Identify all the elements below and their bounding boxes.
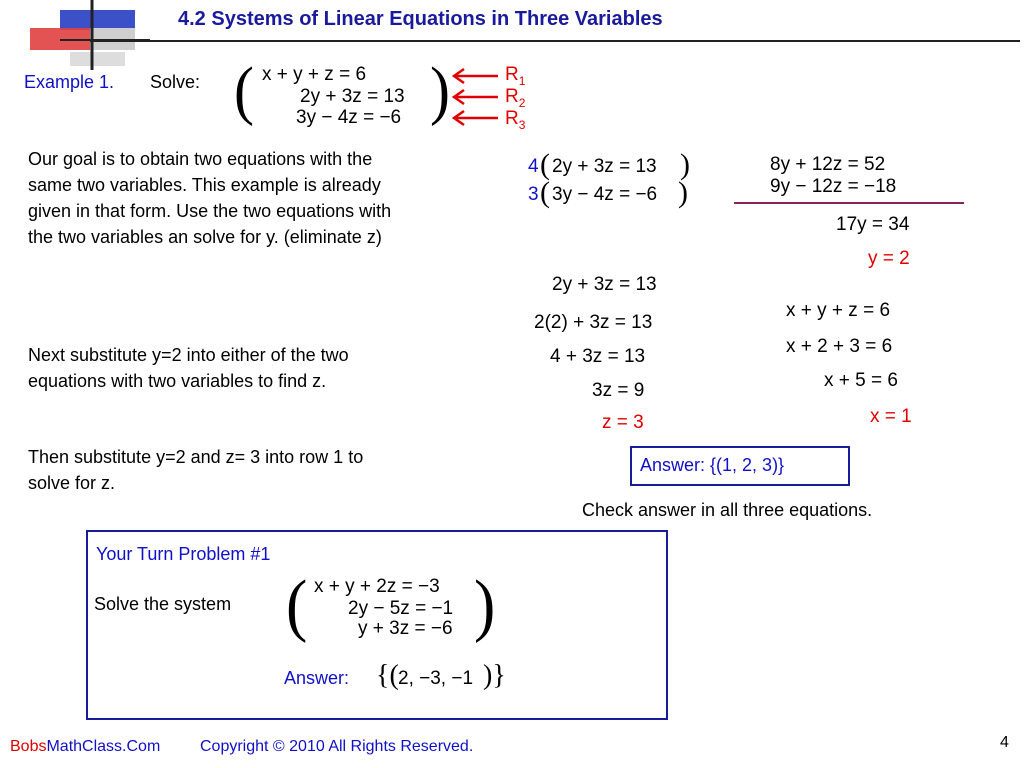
title-rule (90, 40, 1020, 42)
row-label-3: $R_3$ (505, 108, 526, 132)
brace-close: )} (483, 660, 506, 691)
solve-label: Solve: (150, 72, 201, 92)
turn-answer-value: 2, −3, −1 (398, 668, 474, 689)
goal-text: Our goal is to obtain two equations with the same two variables. This example is already given in that form. Use the two equations with the two variables an solve for y. (eliminate z) (28, 149, 392, 247)
z-step-3: 4 + 3z = 13 (550, 346, 646, 367)
footer-copyright: Copyright © 2010 All Rights Reserved. (200, 738, 474, 755)
paren-open-2: ( (540, 176, 550, 209)
elim-sum: 17y = 34 (836, 214, 910, 235)
paren-open-1: ( (540, 148, 550, 181)
multiplier-2: 3 (528, 184, 539, 205)
check-text: Check answer in all three equations. (582, 500, 873, 520)
slide-title: 4.2 Systems of Linear Equations in Three Variables (178, 8, 663, 30)
elim-eq-2: 3y − 4z = −6 (552, 184, 658, 205)
paren-close-1: ) (680, 148, 690, 181)
elim-eq-1: 2y + 3z = 13 (552, 156, 657, 177)
x-step-3: x + 5 = 6 (824, 370, 898, 391)
turn-answer-label: Answer: (284, 668, 350, 688)
row-label-1: $R_1$ (505, 64, 526, 88)
z-step-2: 2(2) + 3z = 13 (534, 312, 653, 333)
system-row-2: 2y + 3z = 13 (300, 86, 405, 107)
turn-row-1: x + y + 2z = −3 (314, 576, 440, 597)
system-row-3: 3y − 4z = −6 (296, 107, 402, 128)
x-step-2: x + 2 + 3 = 6 (786, 336, 893, 357)
elim-result-1: 8y + 12z = 52 (770, 154, 886, 175)
substitute-text: Next substitute y=2 into either of the two equations with two variables to find z. (28, 345, 349, 391)
x-result: x = 1 (870, 406, 912, 427)
row-label-2: $R_2$ (505, 86, 526, 110)
system-row-1: x + y + z = 6 (262, 64, 367, 85)
turn-right-paren: ) (474, 565, 496, 644)
turn-row-3: y + 3z = −6 (358, 618, 453, 639)
row-arrows (448, 66, 500, 130)
then-text: Then substitute y=2 and z= 3 into row 1 to solve for z. (28, 447, 364, 493)
your-turn-solve: Solve the system (94, 594, 232, 614)
x-step-1: x + y + z = 6 (786, 300, 891, 321)
turn-left-paren: ( (286, 565, 308, 644)
elim-result-2: 9y − 12z = −18 (770, 176, 897, 197)
page-number: 4 (1000, 734, 1009, 751)
left-paren: ( (234, 53, 254, 127)
paren-close-2: ) (678, 176, 688, 209)
your-turn-title: Your Turn Problem #1 (96, 544, 271, 564)
right-paren: ) (430, 53, 450, 127)
example-label: Example 1. (24, 72, 115, 92)
z-step-1: 2y + 3z = 13 (552, 274, 657, 295)
z-step-4: 3z = 9 (592, 380, 645, 401)
turn-row-2: 2y − 5z = −1 (348, 598, 454, 619)
slide-logo (0, 0, 150, 70)
multiplier-1: 4 (528, 156, 539, 177)
y-result: y = 2 (868, 248, 910, 269)
brace-open: {( (376, 660, 399, 691)
z-result: z = 3 (602, 412, 644, 433)
footer-site: BobsMathClass.Com (10, 738, 161, 755)
answer-text: Answer: {(1, 2, 3)} (640, 455, 785, 475)
sum-line (734, 202, 964, 204)
